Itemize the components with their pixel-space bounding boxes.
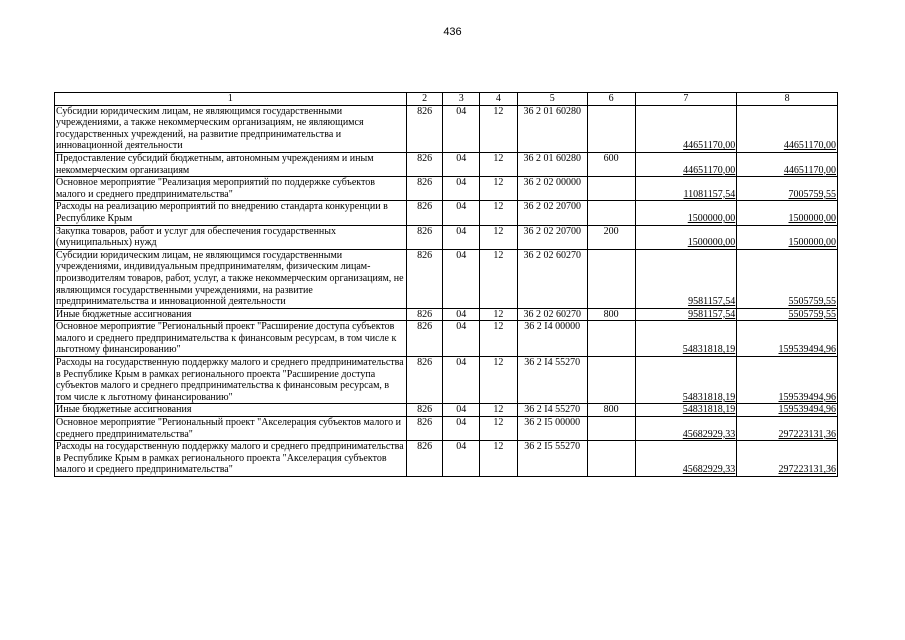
row-code-cell: 12	[480, 225, 518, 249]
amount-value: 45682929,33	[682, 428, 736, 440]
row-code-cell: 36 2 02 60270	[517, 249, 587, 308]
amount-value: 1500000,00	[687, 212, 736, 224]
row-code-cell: 826	[406, 441, 443, 477]
row-amount-cell	[737, 357, 838, 404]
row-amount-cell	[635, 404, 737, 417]
budget-table	[54, 92, 838, 477]
amount-value: 159539494,96	[778, 344, 836, 356]
table-row	[55, 404, 838, 417]
row-name-cell: Иные бюджетные ассигнования	[55, 404, 407, 417]
row-name-cell: Расходы на государственную поддержку малого и среднего предпринимательства в Республике Крым в рамках регионального проекта "Акселерация субъектов малого и среднего предпринимательства"	[55, 441, 407, 477]
row-code-cell: 12	[480, 152, 518, 176]
row-code-cell: 36 2 I4 00000	[517, 321, 587, 357]
row-code-cell: 826	[406, 321, 443, 357]
table-row	[55, 249, 838, 308]
row-amount-cell	[635, 417, 737, 441]
row-amount-cell	[737, 417, 838, 441]
row-amount-cell	[635, 225, 737, 249]
row-code-cell	[587, 321, 635, 357]
row-code-cell: 12	[480, 308, 518, 321]
row-code-cell: 36 2 I4 55270	[517, 404, 587, 417]
row-amount-cell	[635, 105, 737, 152]
row-amount-cell	[635, 308, 737, 321]
row-code-cell: 04	[443, 152, 480, 176]
row-code-cell: 36 2 02 20700	[517, 225, 587, 249]
row-code-cell: 04	[443, 441, 480, 477]
row-amount-cell	[635, 152, 737, 176]
row-amount-cell	[635, 441, 737, 477]
amount-value: 5505759,55	[788, 308, 836, 320]
row-amount-cell	[737, 249, 838, 308]
table-row	[55, 105, 838, 152]
row-code-cell: 826	[406, 201, 443, 225]
row-code-cell: 36 2 I5 55270	[517, 441, 587, 477]
row-code-cell: 826	[406, 308, 443, 321]
amount-value: 44651170,00	[783, 140, 836, 152]
row-code-cell	[587, 357, 635, 404]
row-code-cell: 12	[480, 441, 518, 477]
amount-value: 297223131,36	[778, 428, 836, 440]
row-code-cell: 826	[406, 105, 443, 152]
amount-value: 5505759,55	[788, 296, 836, 308]
row-code-cell: 04	[443, 201, 480, 225]
table-row	[55, 441, 838, 477]
row-name-cell: Основное мероприятие "Региональный проект "Акселерация субъектов малого и среднего предпринимательства"	[55, 417, 407, 441]
amount-value: 44651170,00	[783, 164, 836, 176]
row-name-cell: Расходы на реализацию мероприятий по внедрению стандарта конкуренции в Республике Крым	[55, 201, 407, 225]
row-amount-cell	[635, 249, 737, 308]
table-row	[55, 308, 838, 321]
row-code-cell: 826	[406, 177, 443, 201]
row-code-cell: 826	[406, 404, 443, 417]
amount-value: 9581157,54	[688, 308, 736, 320]
amount-value: 45682929,33	[682, 464, 736, 476]
row-amount-cell	[737, 404, 838, 417]
row-code-cell	[587, 201, 635, 225]
amount-value: 54831818,19	[682, 404, 736, 416]
table-header-row	[55, 93, 838, 106]
row-code-cell: 826	[406, 357, 443, 404]
row-amount-cell	[635, 321, 737, 357]
table-row	[55, 321, 838, 357]
page-number: 436	[443, 26, 462, 38]
row-code-cell: 800	[587, 404, 635, 417]
table-row	[55, 225, 838, 249]
column-header: 2	[406, 93, 443, 106]
row-code-cell: 04	[443, 225, 480, 249]
row-code-cell: 04	[443, 357, 480, 404]
row-code-cell	[587, 105, 635, 152]
amount-value: 44651170,00	[683, 140, 736, 152]
row-code-cell: 36 2 01 60280	[517, 152, 587, 176]
row-amount-cell	[737, 152, 838, 176]
row-code-cell: 04	[443, 417, 480, 441]
row-code-cell: 12	[480, 105, 518, 152]
row-name-cell: Расходы на государственную поддержку малого и среднего предпринимательства в Республике Крым в рамках регионального проекта "Расширение доступа субъектов малого и среднего предпринимательства к финансовым ресурсам, в том числе к льготному финансированию"	[55, 357, 407, 404]
row-code-cell: 36 2 02 20700	[517, 201, 587, 225]
row-amount-cell	[635, 177, 737, 201]
row-name-cell: Закупка товаров, работ и услуг для обеспечения государственных (муниципальных) нужд	[55, 225, 407, 249]
row-code-cell: 12	[480, 321, 518, 357]
amount-value: 297223131,36	[778, 464, 836, 476]
row-amount-cell	[737, 441, 838, 477]
amount-value: 1500000,00	[687, 237, 736, 249]
row-code-cell: 04	[443, 105, 480, 152]
row-code-cell: 12	[480, 249, 518, 308]
column-header: 1	[55, 93, 407, 106]
table-row	[55, 357, 838, 404]
row-amount-cell	[737, 321, 838, 357]
row-code-cell: 04	[443, 321, 480, 357]
row-code-cell: 04	[443, 404, 480, 417]
row-code-cell	[587, 417, 635, 441]
row-code-cell: 36 2 01 60280	[517, 105, 587, 152]
row-name-cell: Основное мероприятие "Реализация мероприятий по поддержке субъектов малого и среднего предпринимательства"	[55, 177, 407, 201]
amount-value: 44651170,00	[683, 164, 736, 176]
row-code-cell: 04	[443, 249, 480, 308]
amount-value: 7005759,55	[788, 188, 836, 200]
row-code-cell: 36 2 02 60270	[517, 308, 587, 321]
row-code-cell: 36 2 I4 55270	[517, 357, 587, 404]
row-code-cell: 12	[480, 404, 518, 417]
table-row	[55, 152, 838, 176]
amount-value: 9581157,54	[688, 296, 736, 308]
row-name-cell: Субсидии юридическим лицам, не являющимся государственными учреждениями, индивидуальным предпринимателям, физическим лицам-производителям товаров, работ, услуг, а также некоммерческим организациям, не являющимся государственными учреждениями, на развитие предпринимательства и инновационной деятельности	[55, 249, 407, 308]
amount-value: 11081157,54	[683, 188, 736, 200]
row-code-cell: 12	[480, 357, 518, 404]
amount-value: 1500000,00	[788, 237, 836, 249]
row-code-cell: 200	[587, 225, 635, 249]
row-code-cell: 36 2 02 00000	[517, 177, 587, 201]
row-name-cell: Иные бюджетные ассигнования	[55, 308, 407, 321]
row-code-cell: 800	[587, 308, 635, 321]
row-amount-cell	[737, 308, 838, 321]
row-code-cell: 04	[443, 308, 480, 321]
row-name-cell: Предоставление субсидий бюджетным, автономным учреждениям и иным некоммерческим организациям	[55, 152, 407, 176]
table-row	[55, 201, 838, 225]
row-code-cell	[587, 177, 635, 201]
row-amount-cell	[737, 201, 838, 225]
row-amount-cell	[737, 225, 838, 249]
amount-value: 54831818,19	[682, 391, 736, 403]
row-code-cell	[587, 441, 635, 477]
amount-value: 1500000,00	[788, 212, 836, 224]
row-amount-cell	[635, 201, 737, 225]
column-header: 5	[517, 93, 587, 106]
column-header: 6	[587, 93, 635, 106]
row-code-cell: 826	[406, 249, 443, 308]
table-row	[55, 417, 838, 441]
amount-value: 159539494,96	[778, 404, 836, 416]
row-amount-cell	[635, 357, 737, 404]
row-name-cell: Субсидии юридическим лицам, не являющимся государственными учреждениями, а также некоммерческим организациям, не являющимся государственных учреждений, на развитие предпринимательства и инновационной деятельности	[55, 105, 407, 152]
row-code-cell: 04	[443, 177, 480, 201]
row-name-cell: Основное мероприятие "Региональный проект "Расширение доступа субъектов малого и среднего предпринимательства к финансовым ресурсам, в том числе к льготному финансированию"	[55, 321, 407, 357]
table-row	[55, 177, 838, 201]
column-header: 7	[635, 93, 737, 106]
amount-value: 54831818,19	[682, 344, 736, 356]
row-amount-cell	[737, 105, 838, 152]
amount-value: 159539494,96	[778, 391, 836, 403]
column-header: 3	[443, 93, 480, 106]
column-header: 4	[480, 93, 518, 106]
row-code-cell: 600	[587, 152, 635, 176]
row-code-cell: 12	[480, 417, 518, 441]
row-code-cell: 826	[406, 417, 443, 441]
row-code-cell: 36 2 I5 00000	[517, 417, 587, 441]
row-code-cell: 12	[480, 177, 518, 201]
row-code-cell: 826	[406, 225, 443, 249]
column-header: 8	[737, 93, 838, 106]
row-code-cell	[587, 249, 635, 308]
row-code-cell: 12	[480, 201, 518, 225]
row-code-cell: 826	[406, 152, 443, 176]
row-amount-cell	[737, 177, 838, 201]
